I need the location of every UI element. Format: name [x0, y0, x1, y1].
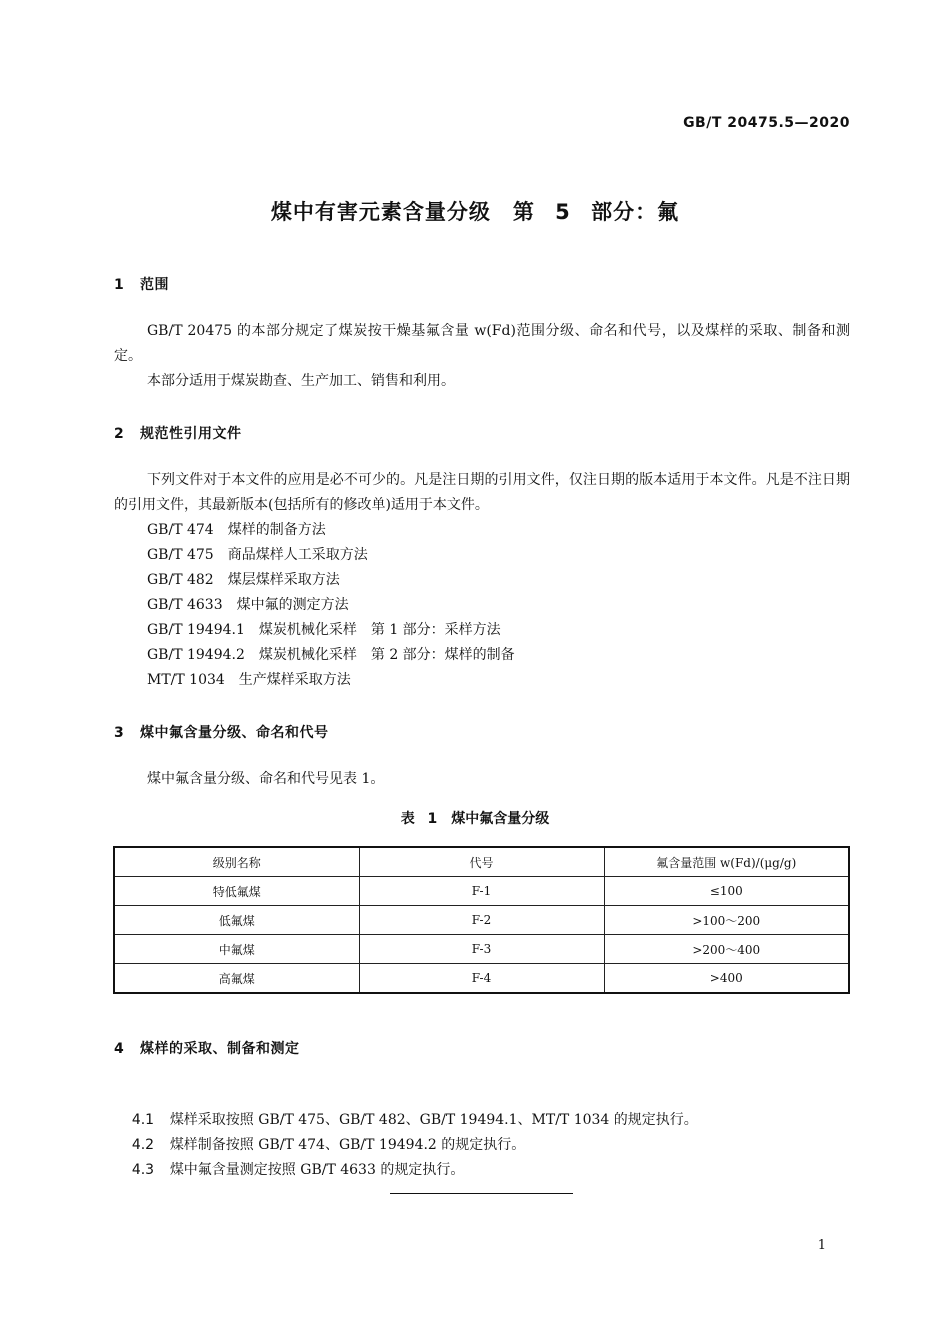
- table-row: [114, 935, 849, 964]
- normative-reference: GB/T 482 煤层煤样采取方法: [147, 572, 340, 588]
- section-3-heading: [114, 722, 329, 742]
- normative-reference: GB/T 19494.2 煤炭机械化采样 第 2 部分：煤样的制备: [147, 647, 515, 663]
- section-2-number: 2: [114, 426, 125, 442]
- cell-range: >100～200: [604, 906, 849, 935]
- normative-reference: GB/T 19494.1 煤炭机械化采样 第 1 部分：采样方法: [147, 622, 501, 638]
- fluorine-grade-table: [113, 846, 850, 994]
- cell-code: F-4: [359, 964, 604, 994]
- section-1-title: 范围: [140, 277, 169, 293]
- cell-grade-name: 特低氟煤: [114, 877, 359, 906]
- cell-range: >200～400: [604, 935, 849, 964]
- normative-reference: GB/T 474 煤样的制备方法: [147, 522, 326, 538]
- table-1-caption: 表 1 煤中氟含量分级: [400, 811, 550, 827]
- section-3-title: 煤中氟含量分级、命名和代号: [140, 725, 329, 741]
- column-header-code: 代号: [359, 847, 604, 877]
- cell-code: F-1: [359, 877, 604, 906]
- cell-grade-name: 中氟煤: [114, 935, 359, 964]
- cell-code: F-2: [359, 906, 604, 935]
- section-4-number: 4: [114, 1041, 125, 1057]
- document-title: 煤中有害元素含量分级 第 5 部分：氟: [270, 200, 680, 224]
- cell-range: ≤100: [604, 877, 849, 906]
- table-row: [114, 877, 849, 906]
- column-header-range: 氟含量范围 w(Fd)/(μg/g): [604, 847, 849, 877]
- section-4-title: 煤样的采取、制备和测定: [140, 1041, 300, 1057]
- cell-range: >400: [604, 964, 849, 994]
- clause-number: 4.3: [131, 1162, 155, 1178]
- cell-grade-name: 低氟煤: [114, 906, 359, 935]
- clause-4-3: [114, 1133, 464, 1208]
- section-1-heading: [114, 274, 169, 294]
- column-header-grade-name: 级别名称: [114, 847, 359, 877]
- section-1-paragraph-1: GB/T 20475 的本部分规定了煤炭按干燥基氟含量 w(Fd)范围分级、命名和代号，以及煤样的采取、制备和测定。: [114, 323, 850, 364]
- clause-text: 煤样采取按照 GB/T 475、GB/T 482、GB/T 19494.1、MT/T 1034 的规定执行。: [169, 1112, 698, 1128]
- cell-code: F-3: [359, 935, 604, 964]
- normative-reference: GB/T 475 商品煤样人工采取方法: [147, 547, 368, 563]
- section-2-heading: [114, 423, 242, 443]
- clause-text: 煤中氟含量测定按照 GB/T 4633 的规定执行。: [169, 1162, 465, 1178]
- section-2-intro: 下列文件对于本文件的应用是必不可少的。凡是注日期的引用文件，仅注日期的版本适用于本文件。凡是不注日期的引用文件，其最新版本(包括所有的修改单)适用于本文件。: [114, 472, 850, 513]
- section-3-paragraph: 煤中氟含量分级、命名和代号见表 1。: [147, 771, 385, 787]
- table-row: [114, 964, 849, 994]
- table-header-row: [114, 847, 849, 877]
- cell-grade-name: 高氟煤: [114, 964, 359, 994]
- section-1-number: 1: [114, 277, 125, 293]
- table-row: [114, 906, 849, 935]
- section-4-heading: [114, 1038, 300, 1058]
- section-2-title: 规范性引用文件: [140, 426, 242, 442]
- end-of-document-rule: [390, 1193, 573, 1194]
- clause-number: 4.1: [131, 1112, 155, 1128]
- normative-reference: GB/T 4633 煤中氟的测定方法: [147, 597, 349, 613]
- section-1-paragraph-2: 本部分适用于煤炭勘查、生产加工、销售和利用。: [147, 373, 455, 389]
- clause-text: 煤样制备按照 GB/T 474、GB/T 19494.2 的规定执行。: [169, 1137, 526, 1153]
- page-number: 1: [817, 1238, 826, 1253]
- section-3-number: 3: [114, 725, 125, 741]
- normative-reference: MT/T 1034 生产煤样采取方法: [147, 672, 351, 688]
- clause-number: 4.2: [131, 1137, 155, 1153]
- standard-code: GB/T 20475.5—2020: [683, 115, 850, 131]
